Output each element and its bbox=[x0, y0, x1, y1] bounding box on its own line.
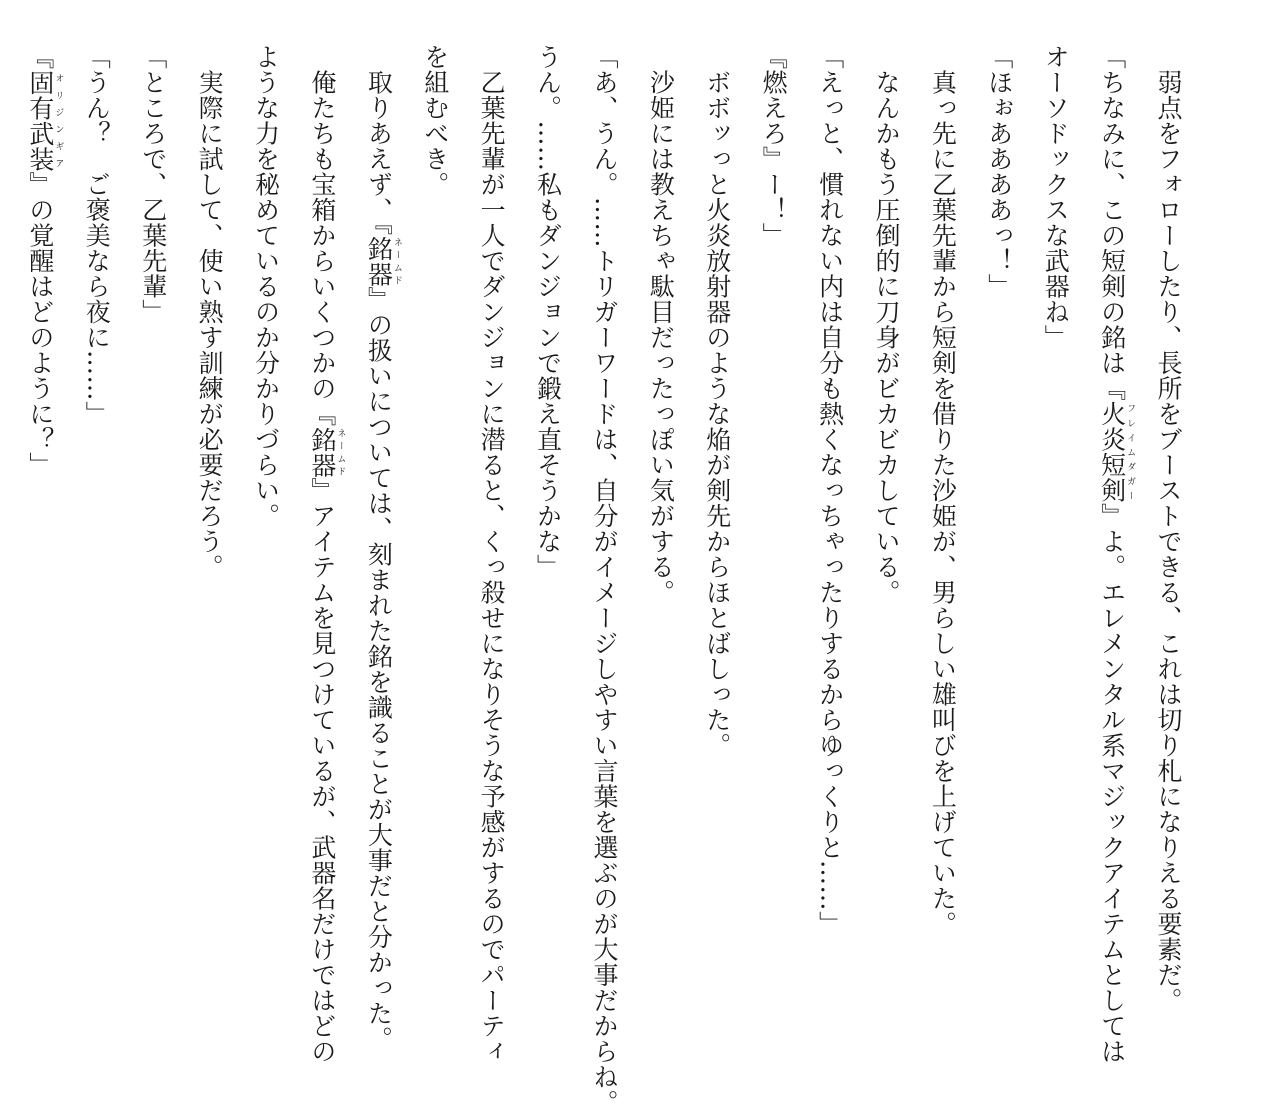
text-line-5: 真っ先に乙葉先輩から短剣を借りた沙姫が、男らしい雄叫びを上げていた。 bbox=[928, 44, 958, 937]
text-line-14: を組むべき。 bbox=[420, 44, 450, 197]
text-line-18: 実際に試して、使い熟す訓練が必要だろう。 bbox=[195, 44, 225, 580]
text-line-7: 「えっと、慣れない内は自分も熱くなっちゃったりするからゆっくりと……」 bbox=[815, 44, 845, 937]
text-line-1: 弱点をフォローしたり、長所をブーストできる、これは切り札になりえる要素だ。 bbox=[1154, 44, 1183, 1013]
ruby-flame-dagger: 火炎短剣フレイムダガー bbox=[1097, 401, 1136, 503]
text-line-19: 「ところで、乙葉先輩」 bbox=[138, 44, 168, 325]
text-line-13: 乙葉先輩が一人でダンジョンに潜ると、くっ殺せになりそうな予感がするのでパーティ bbox=[477, 44, 507, 1064]
text-line-11: 「あ、うん。……トリガーワードは、自分がイメージしやすい言葉を選ぶのが大事だからね。 bbox=[589, 44, 619, 1115]
text-line-21: 『固有武装オリジンギア』の覚醒はどのように？」 bbox=[25, 44, 64, 478]
text-line-3: オーソドックスな武器ね」 bbox=[1041, 44, 1071, 350]
text-line-12: うん。……私もダンジョンで鍛え直そうかな」 bbox=[533, 44, 563, 580]
text-line-4: 「ほぉああああっ！」 bbox=[984, 44, 1014, 299]
text-line-22 bbox=[0, 44, 11, 1024]
text-line-15: 取りあえず、『銘器ネームド』の扱いについては、刻まれた銘を識ることが大事だと分かった。 bbox=[364, 44, 402, 1052]
text-line-16: 俺たちも宝箱からいくつかの『銘器ネームド』アイテムを見つけているが、武器名だけではどの bbox=[307, 44, 346, 1064]
text-line-8: 『燃えろ』ー！」 bbox=[759, 44, 789, 248]
text-line-20: 「うん？ ご褒美なら夜に……」 bbox=[82, 44, 112, 427]
ruby-origin-gear-1: 固有武装オリジンギア bbox=[25, 69, 64, 172]
ruby-named-2: 銘器ネームド bbox=[307, 426, 346, 478]
text-line-2: 「ちなみに、この短剣の銘は『火炎短剣フレイムダガー』よ。エレメンタル系マジックアイテムとしては bbox=[1097, 44, 1136, 1064]
text-line-17: ような力を秘めているのか分かりづらい。 bbox=[251, 44, 281, 529]
text-line-9: ボボッっと火炎放射器のような焔が剣先からほとばしった。 bbox=[702, 44, 732, 758]
text-line-6: なんかもう圧倒的に刀身がビカビカしている。 bbox=[871, 44, 901, 605]
vertical-text-body bbox=[25, 44, 1196, 1115]
ruby-named-1: 銘器ネームド bbox=[364, 235, 402, 287]
text-line-10: 沙姫には教えちゃ駄目だったっぽい気がする。 bbox=[646, 44, 676, 605]
